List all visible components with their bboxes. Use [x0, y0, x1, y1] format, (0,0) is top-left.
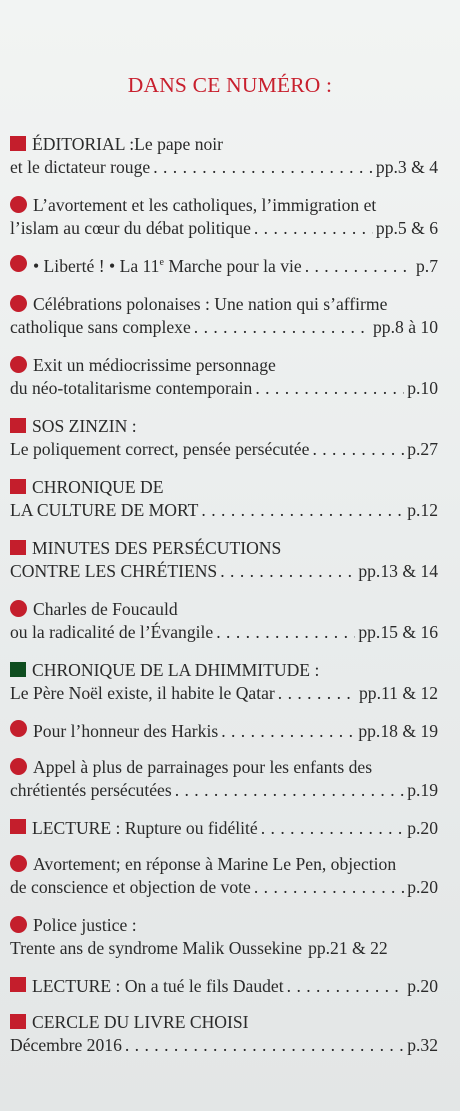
entry-text: CONTRE LES CHRÉTIENS — [10, 561, 218, 581]
dot-leader — [278, 682, 356, 705]
entry-text: • Liberté ! • La 11e Marche pour la vie — [33, 256, 302, 276]
entry-text: de conscience et objection de vote — [10, 877, 251, 897]
entry-text: Appel à plus de parrainages pour les enfants des — [33, 757, 373, 777]
entry-text: CHRONIQUE DE — [32, 477, 164, 497]
toc-entry-police-justice[interactable] — [10, 914, 438, 960]
red-square-icon — [10, 1014, 26, 1029]
toc-entry-charles-de-foucauld[interactable] — [10, 598, 438, 644]
page-ref: p.19 — [407, 780, 438, 800]
dot-leader — [255, 377, 404, 400]
page-ref: p.32 — [407, 1035, 438, 1055]
page-ref: p.7 — [416, 256, 438, 276]
toc-entry-cercle-du-livre[interactable] — [10, 1011, 438, 1057]
dot-leader — [220, 560, 355, 583]
red-circle-icon — [10, 255, 27, 272]
entry-text: Le Père Noël existe, il habite le Qatar — [10, 683, 275, 703]
entry-text: CHRONIQUE DE LA DHIMMITUDE : — [32, 660, 320, 680]
entry-text: catholique sans complexe — [10, 317, 191, 337]
red-square-icon — [10, 418, 26, 433]
page-ref: p.20 — [407, 818, 438, 838]
toc-entry-celebrations-polonaises[interactable] — [10, 293, 438, 339]
dot-leader — [216, 621, 355, 644]
page-ref: p.27 — [407, 439, 438, 459]
toc-entry-sos-zinzin[interactable] — [10, 415, 438, 461]
dot-leader — [305, 255, 413, 278]
red-square-icon — [10, 136, 26, 151]
toc-entry-culture-de-mort[interactable] — [10, 476, 438, 522]
page-ref: pp.13 & 14 — [358, 561, 438, 581]
entry-text: Célébrations polonaises : Une nation qui s’affirme — [33, 294, 388, 314]
toc-entry-lecture-rupture[interactable] — [10, 817, 438, 840]
toc-entry-persecutions[interactable] — [10, 537, 438, 583]
page-ref: p.10 — [407, 378, 438, 398]
entry-text: LA CULTURE DE MORT — [10, 500, 199, 520]
page-ref: p.20 — [407, 976, 438, 996]
dot-leader — [312, 438, 404, 461]
entry-text: Le poliquement correct, pensée persécutée — [10, 439, 310, 459]
toc-entry-avortement-le-pen[interactable] — [10, 853, 438, 899]
red-square-icon — [10, 977, 26, 992]
red-circle-icon — [10, 600, 27, 617]
dot-leader — [153, 156, 373, 179]
toc-entry-harkis[interactable] — [10, 720, 438, 743]
toc-entry-lecture-daudet[interactable] — [10, 975, 438, 998]
dot-leader — [261, 817, 404, 840]
entry-text: ÉDITORIAL :Le pape noir — [32, 134, 224, 154]
red-circle-icon — [10, 916, 27, 933]
page-ref: pp.21 & 22 — [308, 938, 388, 958]
page-ref: pp.11 & 12 — [358, 683, 438, 703]
page-ref: pp.3 & 4 — [375, 157, 438, 177]
entry-text: Avortement; en réponse à Marine Le Pen, objection — [33, 854, 397, 874]
toc-entry-exit-mediocrissime[interactable] — [10, 354, 438, 400]
dot-leader — [287, 975, 405, 998]
page-ref: p.12 — [407, 500, 438, 520]
entry-text: SOS ZINZIN : — [32, 416, 137, 436]
red-circle-icon — [10, 295, 27, 312]
entry-text: Charles de Foucauld — [33, 599, 178, 619]
entry-text: CERCLE DU LIVRE CHOISI — [32, 1012, 249, 1032]
dot-leader — [125, 1034, 404, 1057]
red-circle-icon — [10, 758, 27, 775]
page-ref: pp.5 & 6 — [375, 218, 438, 238]
entry-text: et le dictateur rouge — [10, 157, 151, 177]
page-ref: pp.8 à 10 — [373, 317, 438, 337]
entry-text: ou la radicalité de l’Évangile — [10, 622, 214, 642]
toc-entries — [10, 133, 438, 1072]
toc-entry-editorial[interactable] — [10, 133, 438, 179]
green-square-icon — [10, 662, 26, 677]
page-ref: pp.15 & 16 — [358, 622, 438, 642]
dot-leader — [254, 876, 404, 899]
entry-text: du néo-totalitarisme contemporain — [10, 378, 253, 398]
toc-entry-parrainages[interactable] — [10, 756, 438, 802]
toc-entry-marche-pour-la-vie[interactable] — [10, 255, 438, 278]
red-square-icon — [10, 479, 26, 494]
red-square-icon — [10, 540, 26, 555]
dot-leader — [175, 779, 405, 802]
entry-text: l’islam au cœur du débat politique — [10, 218, 251, 238]
entry-text: Trente ans de syndrome Malik Oussekine — [10, 938, 303, 958]
entry-text: Exit un médiocrissime personnage — [33, 355, 276, 375]
entry-text: L’avortement et les catholiques, l’immigration et — [33, 195, 377, 215]
red-circle-icon — [10, 196, 27, 213]
toc-entry-avortement-catholiques[interactable] — [10, 194, 438, 240]
dot-leader — [201, 499, 404, 522]
entry-text: Décembre 2016 — [10, 1035, 122, 1055]
entry-text: chrétientés persécutées — [10, 780, 172, 800]
toc-entry-dhimmitude[interactable] — [10, 659, 438, 705]
red-circle-icon — [10, 855, 27, 872]
entry-text: MINUTES DES PERSÉCUTIONS — [32, 538, 282, 558]
entry-text: Police justice : — [33, 915, 137, 935]
page-ref: p.20 — [407, 877, 438, 897]
red-circle-icon — [10, 356, 27, 373]
red-circle-icon — [10, 720, 27, 737]
page-ref: pp.18 & 19 — [358, 721, 438, 741]
section-title: DANS CE NUMÉRO : — [127, 73, 333, 97]
red-square-icon — [10, 819, 26, 834]
dot-leader — [254, 217, 373, 240]
dot-leader — [194, 316, 370, 339]
entry-text: LECTURE : On a tué le fils Daudet — [32, 976, 284, 996]
dot-leader — [221, 720, 355, 743]
entry-text: Pour l’honneur des Harkis — [33, 721, 219, 741]
entry-text: LECTURE : Rupture ou fidélité — [32, 818, 258, 838]
